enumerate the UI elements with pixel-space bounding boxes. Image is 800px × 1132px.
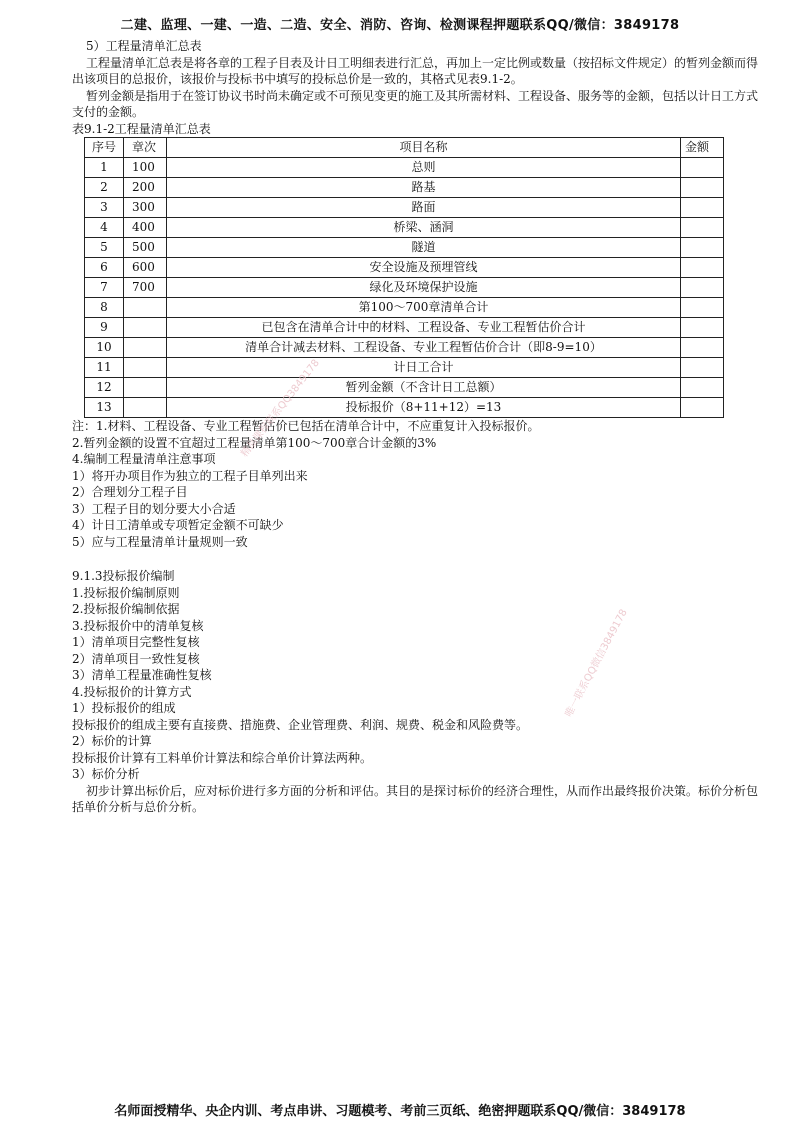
section-line: 投标报价计算有工料单价计算法和综合单价计算法两种。 bbox=[72, 750, 373, 765]
table-row bbox=[85, 218, 724, 238]
table-cell bbox=[681, 158, 724, 178]
note-line: 4）计日工清单或专项暂定金额不可缺少 bbox=[72, 518, 284, 532]
note-line: 2.暂列金额的设置不宜超过工程量清单第100～700章合计金额的3% bbox=[72, 435, 437, 450]
note-line: 5）应与工程量清单计量规则一致 bbox=[72, 534, 248, 549]
paragraph-analysis: 初步计算出标价后，应对标价进行多方面的分析和评估。其目的是探讨标价的经济合理性，从而作出最终报价决策。标价分析包括单价分析与总价分析。 bbox=[72, 783, 759, 814]
table-cell: 8 bbox=[85, 298, 124, 318]
table-cell bbox=[681, 258, 724, 278]
table-cell: 路基 bbox=[167, 178, 681, 198]
table-row bbox=[85, 378, 724, 398]
table-caption: 表9.1-2工程量清单汇总表 bbox=[72, 121, 211, 136]
table-cell: 400 bbox=[124, 218, 167, 238]
table-cell: 600 bbox=[124, 258, 167, 278]
table-cell bbox=[681, 318, 724, 338]
section-line: 1）清单项目完整性复核 bbox=[72, 635, 200, 649]
table-row bbox=[85, 318, 724, 338]
table-cell bbox=[681, 218, 724, 238]
table-cell: 桥梁、涵洞 bbox=[167, 218, 681, 238]
section-line: 3）标价分析 bbox=[72, 767, 140, 781]
header-cell: 章次 bbox=[124, 138, 167, 158]
table-cell: 计日工合计 bbox=[167, 358, 681, 378]
section-line: 4.投标报价的计算方式 bbox=[72, 684, 192, 699]
section-line: 2.投标报价编制依据 bbox=[72, 602, 180, 616]
section-line: 2）标价的计算 bbox=[72, 734, 152, 748]
note-line: 1）将开办项目作为独立的工程子目单列出来 bbox=[72, 468, 308, 483]
header-cell: 序号 bbox=[85, 138, 124, 158]
section-line: 9.1.3投标报价编制 bbox=[72, 569, 175, 583]
table-row bbox=[85, 258, 724, 278]
table-cell bbox=[124, 378, 167, 398]
table-cell bbox=[681, 398, 724, 418]
table-cell: 3 bbox=[85, 198, 124, 218]
table-cell: 2 bbox=[85, 178, 124, 198]
note-line: 注：1.材料、工程设备、专业工程暂估价已包括在清单合计中，不应重复计入投标报价。 bbox=[72, 419, 540, 433]
section-line: 1）投标报价的组成 bbox=[72, 701, 176, 715]
table-row bbox=[85, 278, 724, 298]
page-header: 二建、监理、一建、一造、二造、安全、消防、咨询、检测课程押题联系QQ/微信：3849178 bbox=[120, 18, 680, 33]
table-cell: 7 bbox=[85, 278, 124, 298]
table-cell: 300 bbox=[124, 198, 167, 218]
table-cell: 已包含在清单合计中的材料、工程设备、专业工程暂估价合计 bbox=[167, 318, 681, 338]
table-cell: 6 bbox=[85, 258, 124, 278]
table-cell: 12 bbox=[85, 378, 124, 398]
table-cell bbox=[681, 238, 724, 258]
note-line: 3）工程子目的划分要大小合适 bbox=[72, 501, 236, 516]
table-row bbox=[85, 158, 724, 178]
table-cell: 700 bbox=[124, 278, 167, 298]
section-title: 5）工程量清单汇总表 bbox=[86, 39, 202, 53]
table-cell bbox=[681, 298, 724, 318]
section-line: 2）清单项目一致性复核 bbox=[72, 651, 200, 666]
table-cell bbox=[124, 398, 167, 418]
table-row bbox=[85, 358, 724, 378]
table-cell bbox=[124, 358, 167, 378]
table-cell: 5 bbox=[85, 238, 124, 258]
table-row bbox=[85, 238, 724, 258]
table-cell bbox=[681, 338, 724, 358]
table-header-row bbox=[85, 138, 724, 158]
section-line: 投标报价的组成主要有直接费、措施费、企业管理费、利润、规费、税金和风险费等。 bbox=[72, 717, 529, 732]
document-body bbox=[72, 38, 762, 816]
table-cell: 9 bbox=[85, 318, 124, 338]
table-cell: 100 bbox=[124, 158, 167, 178]
section-line: 3）清单工程量准确性复核 bbox=[72, 668, 212, 682]
table-cell: 总则 bbox=[167, 158, 681, 178]
table-cell bbox=[681, 378, 724, 398]
table-cell: 500 bbox=[124, 238, 167, 258]
table-cell: 13 bbox=[85, 398, 124, 418]
notes-block bbox=[72, 418, 762, 550]
bid-price-section bbox=[72, 568, 762, 783]
section-line: 3.投标报价中的清单复核 bbox=[72, 618, 204, 633]
table-cell bbox=[124, 338, 167, 358]
page-footer: 名师面授精华、央企内训、考点串讲、习题模考、考前三页纸、绝密押题联系QQ/微信：3849178 bbox=[114, 1104, 686, 1119]
watermark: 精品课程联系QQ3849178 bbox=[239, 357, 322, 460]
table-cell: 路面 bbox=[167, 198, 681, 218]
table-row bbox=[85, 338, 724, 358]
table-cell: 隧道 bbox=[167, 238, 681, 258]
table-row bbox=[85, 398, 724, 418]
table-cell: 10 bbox=[85, 338, 124, 358]
header-cell: 金额 bbox=[681, 138, 724, 158]
table-row bbox=[85, 198, 724, 218]
note-line: 2）合理划分工程子目 bbox=[72, 485, 188, 499]
table-cell bbox=[124, 298, 167, 318]
table-row bbox=[85, 178, 724, 198]
paragraph-summary: 工程量清单汇总表是将各章的工程子目表及计日工明细表进行汇总，再加上一定比例或数量（按招标文件规定）的暂列金额而得出该项目的总报价，该报价与投标书中填写的投标总价是一致的，其格式见表9.1-2。 bbox=[72, 55, 759, 86]
table-cell: 投标报价（8+11+12）=13 bbox=[167, 398, 681, 418]
table-cell: 暂列金额（不含计日工总额） bbox=[167, 378, 681, 398]
table-cell: 第100～700章清单合计 bbox=[167, 298, 681, 318]
table-cell: 200 bbox=[124, 178, 167, 198]
note-line: 4.编制工程量清单注意事项 bbox=[72, 452, 216, 466]
table-cell: 1 bbox=[85, 158, 124, 178]
table-cell: 绿化及环境保护设施 bbox=[167, 278, 681, 298]
table-cell: 11 bbox=[85, 358, 124, 378]
table-cell bbox=[681, 198, 724, 218]
watermark: 唯一联系QQ微信3849178 bbox=[563, 607, 630, 720]
table-cell bbox=[681, 178, 724, 198]
table-cell bbox=[681, 278, 724, 298]
table-cell bbox=[124, 318, 167, 338]
header-cell: 项目名称 bbox=[167, 138, 681, 158]
table-cell bbox=[681, 358, 724, 378]
paragraph-provisional-sum: 暂列金额是指用于在签订协议书时尚未确定或不可预见变更的施工及其所需材料、工程设备、服务等的金额，包括以计日工方式支付的金额。 bbox=[72, 88, 759, 119]
section-line: 1.投标报价编制原则 bbox=[72, 585, 180, 600]
table-cell: 清单合计减去材料、工程设备、专业工程暂估价合计（即8-9=10） bbox=[167, 338, 681, 358]
bill-summary-table bbox=[84, 137, 724, 418]
table-row bbox=[85, 298, 724, 318]
table-cell: 安全设施及预埋管线 bbox=[167, 258, 681, 278]
table-cell: 4 bbox=[85, 218, 124, 238]
